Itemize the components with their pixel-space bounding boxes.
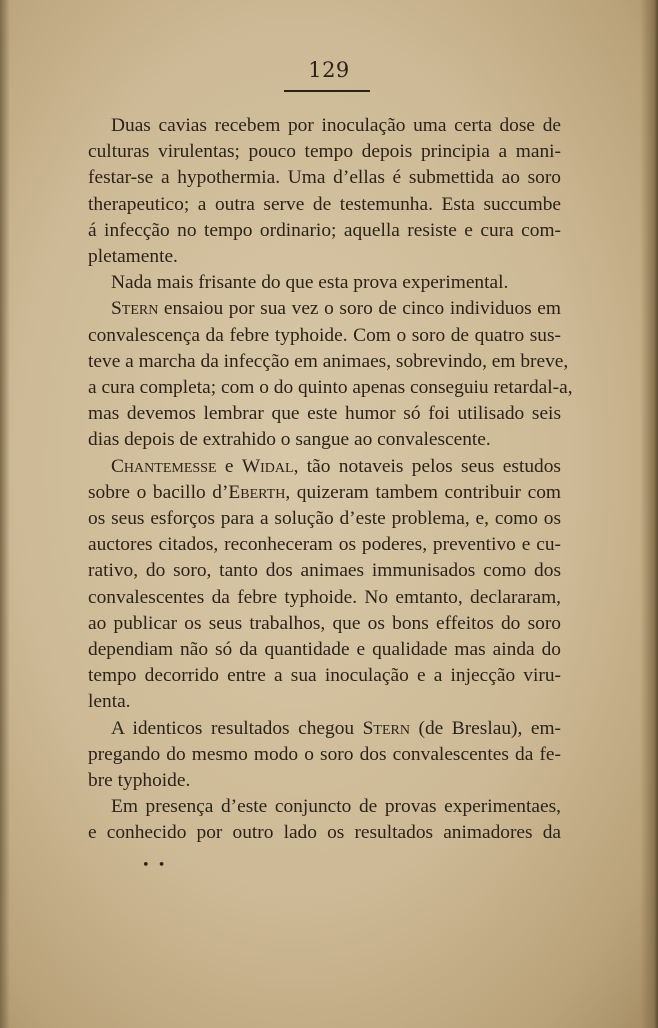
text-line [88,585,561,611]
text-line [88,716,561,742]
text-line [88,192,561,218]
text-segment: auctores citados, reconheceram os poderes, preventivo e cu- [88,534,561,556]
text-segment: Duas cavias recebem por inoculação uma certa dose de [111,115,561,136]
text-line [88,454,561,480]
text-segment: convalescentes da febre typhoide. No emtanto, declararam, [88,586,561,608]
text-segment: culturas virulentas; pouco tempo depois principia a mani- [88,141,561,163]
text-line [88,794,561,820]
text-line [88,296,561,322]
text-line [88,113,561,139]
text-line [88,427,561,453]
author-name: Chantemesse [111,455,217,477]
text-segment: á infecção no tempo ordinario; aquella resiste e cura com- [88,219,561,241]
text-segment: teve a marcha da infecção em animaes, sobrevindo, em breve, [88,350,569,372]
text-line [88,401,561,427]
text-segment: , quizeram tambem contribuir com [285,481,561,503]
text-segment: sobre o bacillo d’ [88,481,229,503]
text-segment: dependiam não só da quantidade e qualidade mas ainda do [88,639,561,661]
text-segment: tempo decorrido entre a sua inoculação e a injecção viru- [88,665,561,687]
text-segment: ao publicar os seus trabalhos, que os bons effeitos do soro [88,612,561,634]
text-line [88,165,561,191]
text-line [88,139,561,165]
text-line [88,323,561,349]
text-segment: convalescença da febre typhoide. Com o soro de quatro sus- [88,324,561,346]
author-name: Stern [362,717,410,739]
text-segment: bre typhoide. [88,770,191,792]
text-segment: festar-se a hypothermia. Uma d’ellas é submettida ao soro [88,167,561,189]
text-segment: ensaiou por sua vez o soro de cinco individuos em [158,298,561,320]
text-segment: rativo, do soro, tanto dos animaes immunisados como dos [88,560,561,582]
text-segment: mas devemos lembrar que este humor só foi utilisado seis [88,403,561,425]
text-segment: , tão notaveis pelos seus estudos [293,455,561,477]
text-line [88,820,561,846]
text-line [88,742,561,768]
text-segment: os seus esforços para a solução d’este problema, e, como os [88,508,561,530]
text-segment: a cura completa; com o do quinto apenas conseguiu retardal-a, [88,377,573,399]
text-line [88,375,573,401]
text-segment: lenta. [88,691,131,713]
text-line [88,218,561,244]
text-line [88,637,561,663]
author-name: Widal [241,455,294,477]
text-segment: A identicos resultados chegou [111,717,363,739]
page-edge-right [640,0,658,1028]
text-line [88,689,561,715]
text-line [88,611,561,637]
text-line [88,349,569,375]
text-segment: e conhecido por outro lado os resultados animadores da [88,822,561,844]
text-line [88,558,561,584]
text-segment: e [216,455,242,477]
text-segment: (de Breslau), em- [409,717,561,739]
text-segment: therapeutico; a outra serve de testemunha. Esta succumbe [88,193,561,215]
author-name: Stern [111,298,159,320]
text-segment: pletamente. [88,246,178,268]
body-text [88,113,573,847]
text-segment: pregando do mesmo modo o soro dos convalescentes da fe- [88,743,561,765]
text-segment: Nada mais frisante do que esta prova experimental. [111,272,509,294]
text-line [88,532,561,558]
text-line [88,506,561,532]
text-segment: Em presença d’este conjuncto de provas experimentaes, [111,796,561,818]
page-number-rule [284,90,370,92]
author-name: Eberth [228,481,286,503]
page-shadow-left [0,0,10,1028]
text-line [88,270,561,296]
text-line [88,768,561,794]
footer-mark: • • [142,858,168,873]
text-line [88,663,561,689]
text-segment: dias depois de extrahido o sangue ao convalescente. [88,429,491,451]
page-number: 129 [308,58,350,82]
text-line [88,480,561,506]
text-line [88,244,561,270]
